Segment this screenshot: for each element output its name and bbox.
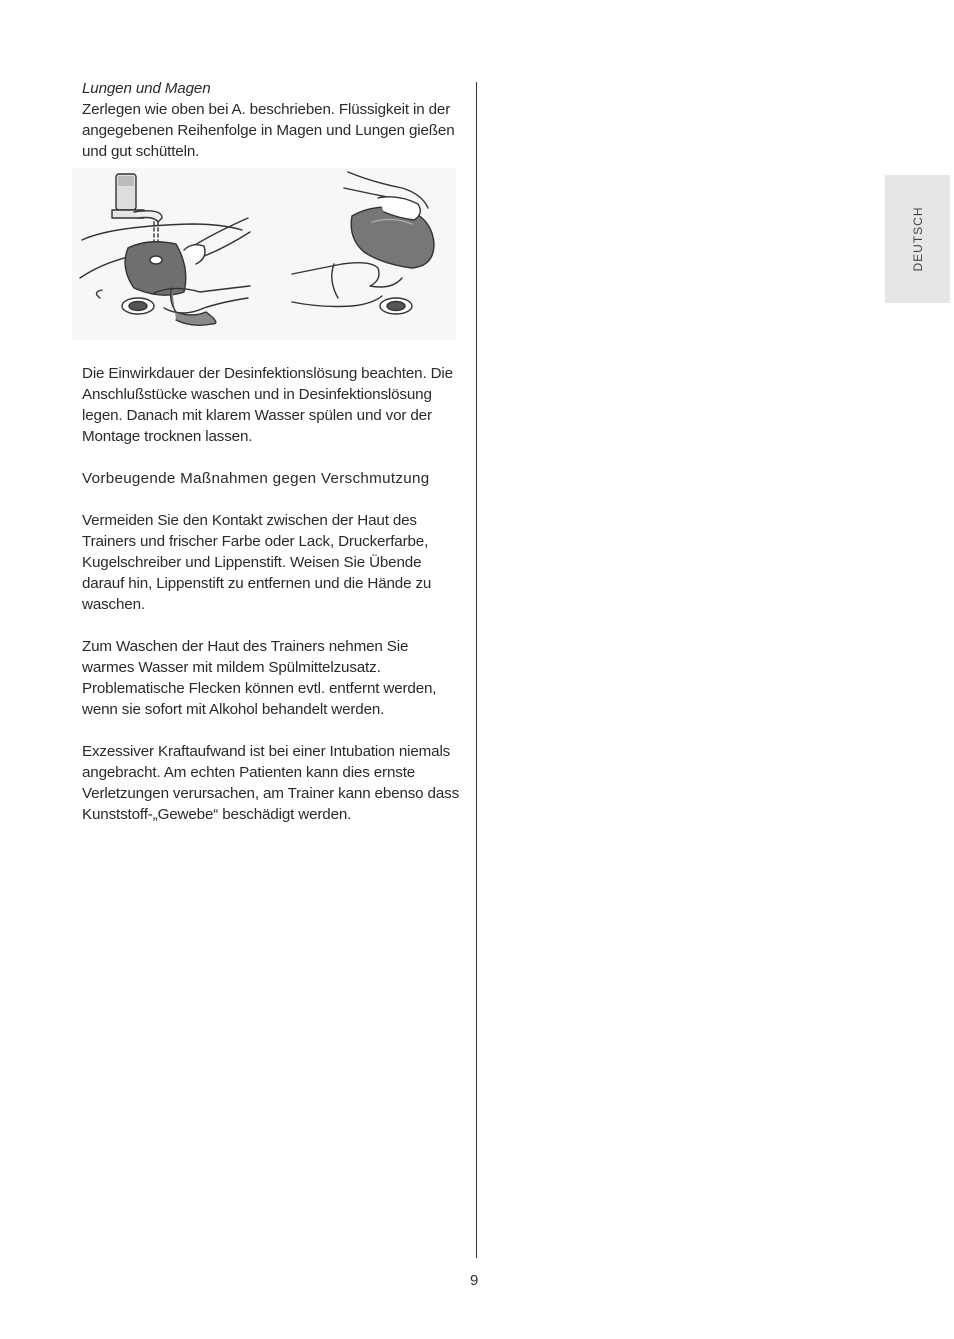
column-divider: [476, 82, 477, 1258]
paragraph-force-warning: Exzessiver Kraftaufwand ist bei einer Intubation niemals angebracht. Am echten Patienten kann dies ernste Verletzungen verursachen, am Trainer kann ebenso dass Kunststoff-„Gewebe“ beschädigt werden.: [82, 743, 460, 823]
paragraph-disassemble: Zerlegen wie oben bei A. beschrieben. Flüssigkeit in der angegebenen Reihenfolge in Magen und Lungen gießen und gut schütteln.: [82, 101, 455, 160]
faucet-scene-icon: [80, 174, 250, 325]
section-title: Vorbeugende Maßnahmen gegen Verschmutzung: [82, 470, 430, 487]
washing-illustration: [72, 168, 456, 340]
page-number: 9: [470, 1272, 479, 1289]
paragraph-disinfection: Die Einwirkdauer der Desinfektionslösung beachten. Die Anschlußstücke waschen und in Desinfektionslösung legen. Danach mit klarem Wasser spülen und vor der Montage trocknen lassen.: [82, 365, 453, 445]
language-tab-label: DEUTSCH: [910, 206, 925, 272]
paragraph-washing: Zum Waschen der Haut des Trainers nehmen Sie warmes Wasser mit mildem Spülmittelzusatz. Problematische Flecken können evtl. entfernt werden, wenn sie sofort mit Alkohol behandelt werden.: [82, 638, 437, 718]
subhead-lungs-stomach: Lungen und Magen: [82, 80, 211, 97]
language-tab: [885, 175, 950, 303]
shaking-scene-icon: [292, 172, 434, 314]
paragraph-contact: Vermeiden Sie den Kontakt zwischen der Haut des Trainers und frischer Farbe oder Lack, Druckerfarbe, Kugelschreiber und Lippenstift. Weisen Sie Übende darauf hin, Lippenstift zu entfernen und die Hände zu waschen.: [82, 512, 432, 613]
